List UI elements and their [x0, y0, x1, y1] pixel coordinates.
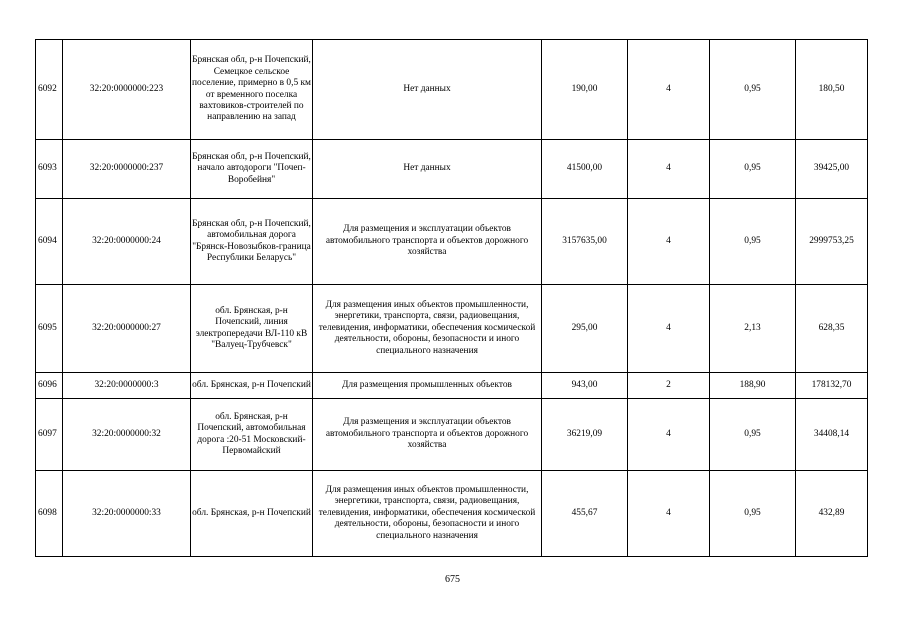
cadastral-value-cell: 2999753,25: [796, 199, 868, 285]
cadastral-number-cell: 32:20:0000000:27: [63, 285, 191, 373]
area-cell: 295,00: [542, 285, 628, 373]
specific-value-cell: 0,95: [710, 40, 796, 140]
group-cell: 4: [628, 399, 710, 471]
row-number-cell: 6093: [36, 140, 63, 199]
address-cell: Брянская обл, р-н Почепский, автомобильная дорога "Брянск-Новозыбков-граница Республики Беларусь": [191, 199, 313, 285]
address-cell: обл. Брянская, р-н Почепский: [191, 471, 313, 557]
row-number-cell: 6098: [36, 471, 63, 557]
area-cell: 455,67: [542, 471, 628, 557]
row-number-cell: 6095: [36, 285, 63, 373]
table-row: [36, 285, 868, 373]
group-cell: 4: [628, 40, 710, 140]
area-cell: 3157635,00: [542, 199, 628, 285]
specific-value-cell: 0,95: [710, 471, 796, 557]
cadastral-value-cell: 34408,14: [796, 399, 868, 471]
specific-value-cell: 2,13: [710, 285, 796, 373]
area-cell: 190,00: [542, 40, 628, 140]
area-cell: 943,00: [542, 373, 628, 399]
specific-value-cell: 0,95: [710, 399, 796, 471]
permitted-use-cell: Нет данных: [313, 140, 542, 199]
address-cell: обл. Брянская, р-н Почепский, автомобильная дорога :20-51 Московский-Первомайский: [191, 399, 313, 471]
specific-value-cell: 0,95: [710, 199, 796, 285]
group-cell: 4: [628, 199, 710, 285]
cadastral-number-cell: 32:20:0000000:33: [63, 471, 191, 557]
cadastral-value-cell: 628,35: [796, 285, 868, 373]
address-cell: Брянская обл, р-н Почепский, Семецкое сельское поселение, примерно в 0,5 км от временного поселка вахтовиков-строителей по направлению на запад: [191, 40, 313, 140]
table-row: [36, 399, 868, 471]
specific-value-cell: 188,90: [710, 373, 796, 399]
table-row: [36, 471, 868, 557]
group-cell: 4: [628, 471, 710, 557]
group-cell: 2: [628, 373, 710, 399]
permitted-use-cell: Для размещения иных объектов промышленности, энергетики, транспорта, связи, радиовещания, телевидения, информатики, обеспечения космической деятельности, обороны, безопасности и иного специального назначения: [313, 285, 542, 373]
row-number-cell: 6094: [36, 199, 63, 285]
row-number-cell: 6097: [36, 399, 63, 471]
cadastral-number-cell: 32:20:0000000:3: [63, 373, 191, 399]
address-cell: Брянская обл, р-н Почепский, начало автодороги "Почеп-Воробейня": [191, 140, 313, 199]
cadastral-value-cell: 432,89: [796, 471, 868, 557]
row-number-cell: 6092: [36, 40, 63, 140]
cadastral-number-cell: 32:20:0000000:24: [63, 199, 191, 285]
permitted-use-cell: Для размещения и эксплуатации объектов автомобильного транспорта и объектов дорожного хозяйства: [313, 199, 542, 285]
permitted-use-cell: Для размещения иных объектов промышленности, энергетики, транспорта, связи, радиовещания, телевидения, информатики, обеспечения космической деятельности, обороны, безопасности и иного специального назначения: [313, 471, 542, 557]
cadastral-number-cell: 32:20:0000000:223: [63, 40, 191, 140]
cadastral-value-table: [35, 39, 868, 557]
table-row: [36, 140, 868, 199]
table-row: [36, 199, 868, 285]
cadastral-value-cell: 180,50: [796, 40, 868, 140]
table-row: [36, 40, 868, 140]
cadastral-value-cell: 39425,00: [796, 140, 868, 199]
table-row: [36, 373, 868, 399]
address-cell: обл. Брянская, р-н Почепский, линия электропередачи ВЛ-110 кВ "Валуец-Трубчевск": [191, 285, 313, 373]
area-cell: 36219,09: [542, 399, 628, 471]
row-number-cell: 6096: [36, 373, 63, 399]
address-cell: обл. Брянская, р-н Почепский: [191, 373, 313, 399]
cadastral-number-cell: 32:20:0000000:237: [63, 140, 191, 199]
page-number: 675: [445, 574, 460, 585]
area-cell: 41500,00: [542, 140, 628, 199]
cadastral-value-cell: 178132,70: [796, 373, 868, 399]
group-cell: 4: [628, 285, 710, 373]
cadastral-number-cell: 32:20:0000000:32: [63, 399, 191, 471]
group-cell: 4: [628, 140, 710, 199]
permitted-use-cell: Для размещения промышленных объектов: [313, 373, 542, 399]
permitted-use-cell: Для размещения и эксплуатации объектов автомобильного транспорта и объектов дорожного хозяйства: [313, 399, 542, 471]
specific-value-cell: 0,95: [710, 140, 796, 199]
permitted-use-cell: Нет данных: [313, 40, 542, 140]
